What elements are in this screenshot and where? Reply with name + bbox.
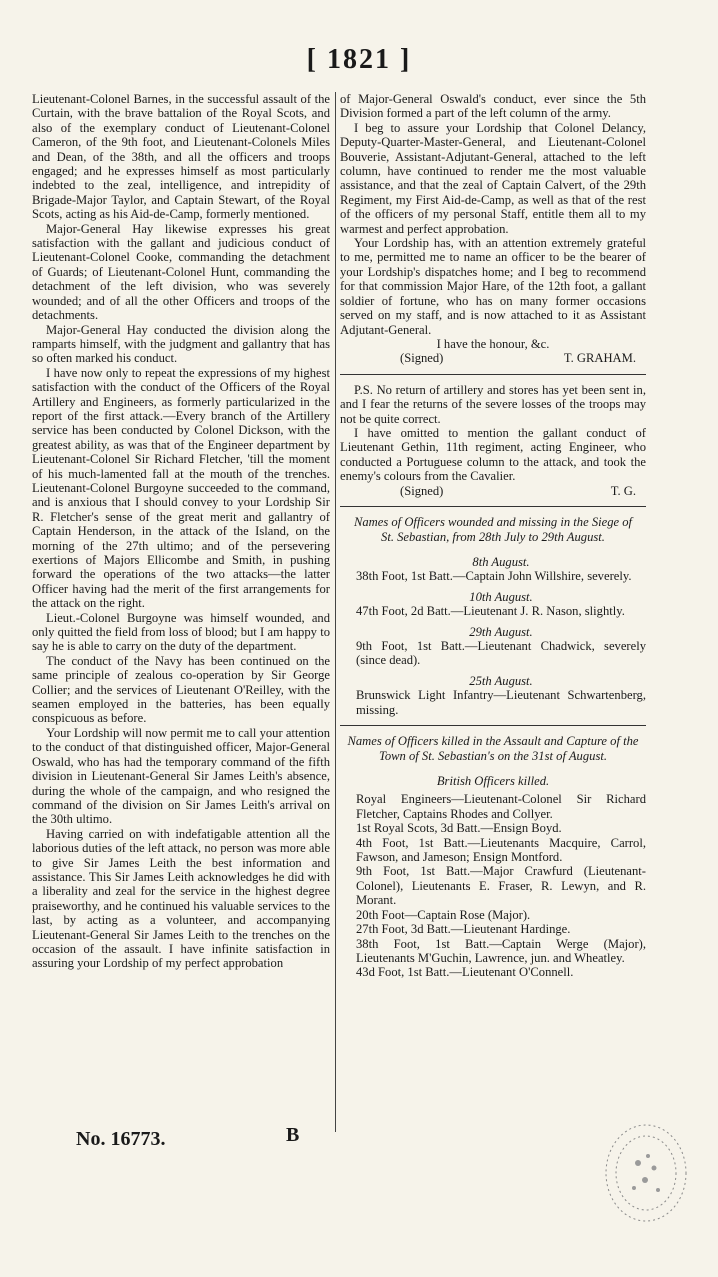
issue-number: No. 16773. xyxy=(76,1128,166,1150)
list-item: 38th Foot, 1st Batt.—Captain John Willshire, severely. xyxy=(356,569,632,584)
killed-list xyxy=(340,792,646,979)
list-item: Brunswick Light Infantry—Lieutenant Schwartenberg, missing. xyxy=(356,688,646,717)
left-column xyxy=(32,92,330,971)
paragraph: Your Lordship will now permit me to call your attention to the conduct of that distinguished officer, Major-General Oswald, who has had the temporary command of the fifth division in Lieutenant-General Sir James Leith's absence, during the whole of the campaign, and who resigned the command of the division on Sir James Leith's arrival on the 30th ultimo. xyxy=(32,725,330,827)
postscript: I have omitted to mention the gallant conduct of Lieutenant Gethin, 11th regiment, acting Engineer, who conducted a Portuguese column to the attack, and took the enemy's colours from the Cavalier. xyxy=(340,425,646,484)
signature: T. GRAHAM. xyxy=(563,351,636,366)
date-heading: 10th August. xyxy=(469,589,533,604)
signature-row xyxy=(340,351,646,365)
ps-signed-label: (Signed) xyxy=(400,483,444,498)
library-stamp xyxy=(598,1118,694,1228)
signature-mark: B xyxy=(286,1124,300,1146)
column-divider xyxy=(335,92,336,1132)
paragraph: The conduct of the Navy has been continued on the same principle of zealous co-operation by Sir George Collier; and the services of Lieutenant O'Reilley, with the seamen employed in the batteries, has been equally conspicuous as before. xyxy=(32,653,330,726)
list-item: 20th Foot—Captain Rose (Major). xyxy=(356,907,531,922)
list-item: Royal Engineers—Lieutenant-Colonel Sir Richard Fletcher, Captains Rhodes and Collyer. xyxy=(356,792,646,821)
wounded-list-title: Names of Officers wounded and missing in the Siege of St. Sebastian, from 28th July to 29th August. xyxy=(353,514,633,544)
paragraph: I have now only to repeat the expressions of my highest satisfaction with the conduct of the Officers of the Royal Artillery and Engineers, as formerly particularized in the report of the first attack.—Every branch of the Artillery service has been conducted by Colonel Dickson, with the greatest ability, as was that of the Engineer department by Lieutenant-Colonel Sir Richard Fletcher, 'till the moment of his much-lamented fall at the mouth of the trenches. Lieutenant-Colonel Burgoyne succeeded to the command, and is anxious that I should convey to your Lordship Sir R. Fletcher's sense of the great merit and gallantry of Captain Henderson, in the attack of the Island, on the morning of the 27th ultimo; and of the persevering exertions of Majors Ellicombe and Smith, in pushing forward the operations of the two attacks—the latter Officer having had the merit of the first arrangements for the attack on the right. xyxy=(32,365,330,611)
closing-line: I have the honour, &c. xyxy=(436,336,550,351)
list-item: 43d Foot, 1st Batt.—Lieutenant O'Connell. xyxy=(356,965,574,980)
paragraph: of Major-General Oswald's conduct, ever since the 5th Division formed a part of the left column of the army. xyxy=(340,92,646,121)
killed-list-title: Names of Officers killed in the Assault and Capture of the Town of St. Sebastian's on the 31st of August. xyxy=(347,734,639,764)
ps-signature: T. G. xyxy=(610,483,636,498)
paragraph: I beg to assure your Lordship that Colonel Delancy, Deputy-Quarter-Master-General, and Lieutenant-Colonel Bouverie, Assistant-Adjutant-General, attached to the left column, have continued to render me the most valuable assistance, and that the zeal of Captain Calvert, of the 29th Regiment, my First Aid-de-Camp, as well as that of the rest of the officers of my personal Staff, entitle them all to my warmest and perfect approbation. xyxy=(340,120,646,236)
wounded-list xyxy=(340,555,646,717)
date-heading: 29th August. xyxy=(469,624,533,639)
list-item: 4th Foot, 1st Batt.—Lieutenants Macquire, Carrol, Fawson, and Jameson; Ensign Montford. xyxy=(356,835,646,865)
list-item: 27th Foot, 3d Batt.—Lieutenant Hardinge. xyxy=(356,922,571,937)
paragraph: Lieutenant-Colonel Barnes, in the successful assault of the Curtain, with the brave battalion of the Royal Scots, and also of the exemplary conduct of Lieutenant-Colonel Cameron, of the 9th foot, and Lieutenant-Colonels Miles and Dean, of the 38th, and all the officers and troops engaged; and he expresses himself as most particularly indebted to the zeal, intelligence, and intrepidity of Brigade-Major Taylor, and Captain Stewart, of the Royal Scots, acting as his Aid-de-Camp, formerly mentioned. xyxy=(32,92,330,222)
page-number: [ 1821 ] xyxy=(306,44,412,75)
list-item: 1st Royal Scots, 3d Batt.—Ensign Boyd. xyxy=(356,821,562,836)
date-heading: 8th August. xyxy=(472,554,530,569)
killed-subtitle: British Officers killed. xyxy=(436,774,550,789)
paragraph: Major-General Hay likewise expresses his great satisfaction with the gallant and judicious conduct of Lieutenant-Colonel Cooke, commanding the detachment of Guards; of Lieutenant-Colonel Hunt, commanding the detachment of the left division, who was severely wounded; and of all the other Officers and troops of the detachments. xyxy=(32,221,330,323)
postscript: P.S. No return of artillery and stores has yet been sent in, and I fear the returns of the severe losses of the troops may not be quite correct. xyxy=(340,382,646,426)
paragraph: Lieut.-Colonel Burgoyne was himself wounded, and only quitted the field from loss of blood; but I am happy to say he is able to carry on the duty of the department. xyxy=(32,610,330,654)
list-item: 38th Foot, 1st Batt.—Captain Werge (Major), Lieutenants M'Guchin, Lawrence, jun. and Wheatley. xyxy=(356,936,646,965)
divider xyxy=(340,725,646,726)
paragraph: Major-General Hay conducted the division along the ramparts himself, with the judgment and gallantry that has so often marked his conduct. xyxy=(32,322,330,366)
list-item: 9th Foot, 1st Batt.—Lieutenant Chadwick, severely (since dead). xyxy=(356,639,646,668)
ps-signature-row xyxy=(340,484,646,498)
list-item: 9th Foot, 1st Batt.—Major Crawfurd (Lieutenant-Colonel), Lieutenants E. Fraser, R. Lewyn, and R. Morant. xyxy=(356,864,646,908)
signed-label: (Signed) xyxy=(400,351,444,366)
paragraph: Having carried on with indefatigable attention all the laborious duties of the left attack, no person was more able to give Sir James Leith the best information and assistance. This Sir James Leith acknowledges he did with a liberality and zeal for the service in the highest degree praiseworthy, and he continued his valuable services to the last, by acting as a volunteer, and accompanying Lieutenant-General Sir James Leith to the trenches on the occasion of the assault. I have infinite satisfaction in assuring your Lordship of my perfect approbation xyxy=(32,826,330,971)
paragraph: Your Lordship has, with an attention extremely grateful to me, permitted me to name an officer to be the bearer of your Lordship's dispatches home; and I beg to recommend for that commission Major Hare, of the 12th foot, a gallant soldier of fortune, who has on many former occasions served on my staff, and is now attached to it as Assistant Adjutant-General. xyxy=(340,236,646,337)
divider xyxy=(340,374,646,375)
list-item: 47th Foot, 2d Batt.—Lieutenant J. R. Nason, slightly. xyxy=(356,604,625,619)
divider xyxy=(340,506,646,507)
date-heading: 25th August. xyxy=(469,673,533,688)
right-column xyxy=(340,92,646,980)
